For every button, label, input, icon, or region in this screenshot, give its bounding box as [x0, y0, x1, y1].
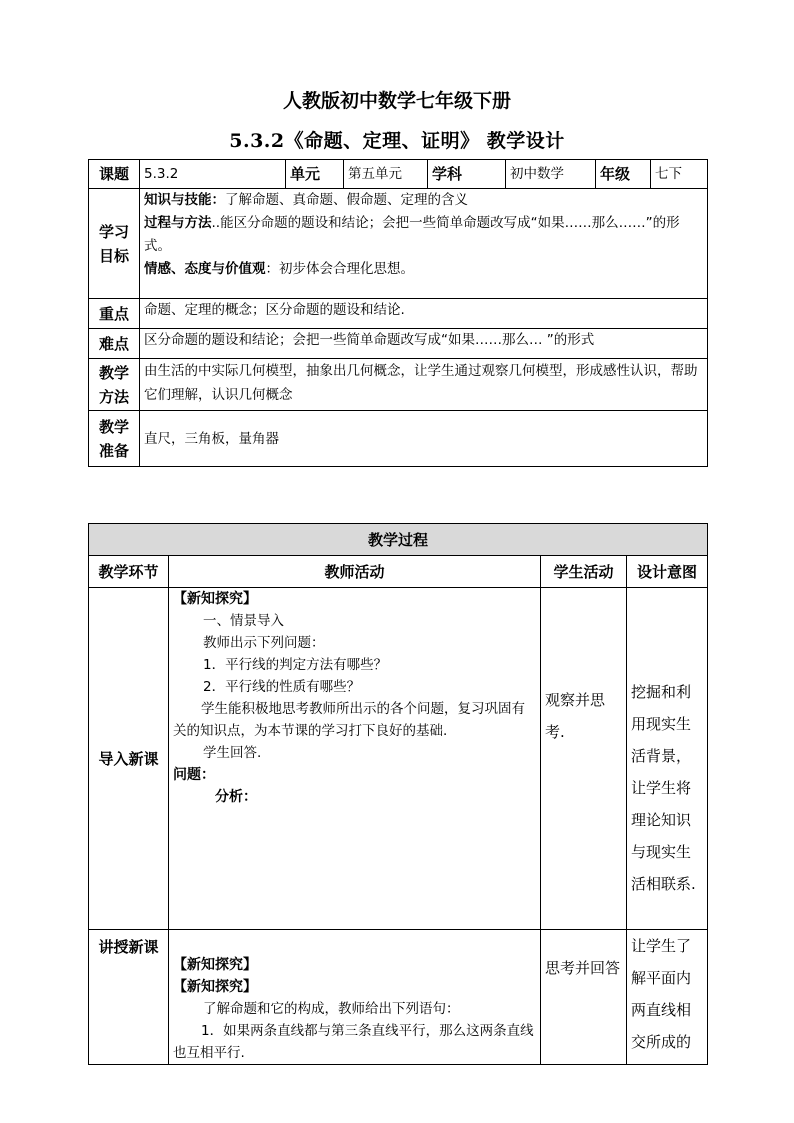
teacher-line: 学生回答.	[203, 745, 262, 761]
lesson-info-table	[88, 159, 708, 467]
goal1-label: 知识与技能：	[144, 192, 225, 208]
header-intent: 设计意图	[627, 556, 708, 588]
goals-label: 学习目标	[89, 189, 140, 299]
teacher-line: 【新知探究】	[173, 957, 257, 973]
teacher-line: 问题：	[173, 767, 215, 783]
process-title: 教学过程	[89, 524, 708, 556]
goals-cell	[140, 189, 708, 299]
subject-label: 学科	[428, 160, 506, 189]
design-intent-new: 让学生了解平面内两直线相交所成的	[627, 930, 708, 1065]
student-activity-new: 思考并回答	[541, 930, 627, 1065]
topic-value: 5.3.2	[140, 160, 286, 189]
topic-label: 课题	[89, 160, 140, 189]
teacher-line: 一、情景导入	[203, 613, 284, 629]
teacher-line: 教师出示下列问题：	[203, 635, 325, 651]
header-student: 学生活动	[541, 556, 627, 588]
difficulty-label: 难点	[89, 329, 140, 359]
header-teacher: 教师活动	[169, 556, 541, 588]
method-label: 教学方法	[89, 359, 140, 411]
teacher-line: 分析：	[215, 789, 257, 805]
stage-intro: 导入新课	[89, 588, 169, 930]
document-title: 人教版初中数学七年级下册	[282, 90, 511, 112]
grade-value: 七下	[651, 160, 708, 189]
focus-text: 命题、定理的概念；区分命题的题设和结论.	[140, 299, 708, 329]
goal3-label: 情感、态度与价值观	[144, 261, 266, 277]
teacher-line: 【新知探究】	[173, 591, 257, 607]
teacher-line: 1．平行线的判定方法有哪些？	[203, 657, 388, 673]
method-text: 由生活的中实际几何模型，抽象出几何概念，让学生通过观察几何模型，形成感性认识，帮助它们理解，认识几何概念	[140, 359, 708, 411]
teacher-line: 2．平行线的性质有哪些？	[203, 679, 361, 695]
teacher-activity-new	[169, 930, 541, 1065]
goal1-text: 了解命题、真命题、假命题、定理的含义	[225, 192, 468, 208]
difficulty-text: 区分命题的题设和结论；会把一些简单命题改写成“如果……那么… ”的形式	[140, 329, 708, 359]
focus-label: 重点	[89, 299, 140, 329]
student-activity-intro: 观察并思考.	[541, 588, 627, 930]
unit-value: 第五单元	[344, 160, 428, 189]
teacher-line: 学生能积极地思考教师所出示的各个问题，复习巩固有关的知识点，为本节课的学习打下良好的基础.	[173, 701, 525, 739]
unit-label: 单元	[286, 160, 344, 189]
teacher-line: 1．如果两条直线都与第三条直线平行，那么这两条直线也互相平行.	[173, 1023, 534, 1061]
subject-value: 初中数学	[506, 160, 596, 189]
prep-text: 直尺，三角板，量角器	[140, 411, 708, 467]
teaching-process-table	[88, 523, 708, 1065]
goal3-text: ：初步体会合理化思想。	[265, 261, 414, 277]
teacher-line: 了解命题和它的构成，教师给出下列语句：	[203, 1001, 460, 1017]
grade-label: 年级	[596, 160, 651, 189]
teacher-line: 【新知探究】	[173, 979, 257, 995]
header-stage: 教学环节	[89, 556, 169, 588]
document-subtitle: 5.3.2《命题、定理、证明》 教学设计	[229, 130, 565, 152]
prep-label: 教学准备	[89, 411, 140, 467]
teacher-activity-intro	[169, 588, 541, 930]
design-intent-intro: 挖掘和利用现实生活背景，让学生将理论知识与现实生活相联系.	[627, 588, 708, 930]
goal2-text: ..能区分命题的题设和结论；会把一些简单命题改写成“如果……那么……”的形式。	[144, 215, 680, 254]
goal2-label: 过程与方法	[144, 215, 212, 231]
stage-new-lesson: 讲授新课	[89, 930, 169, 1065]
